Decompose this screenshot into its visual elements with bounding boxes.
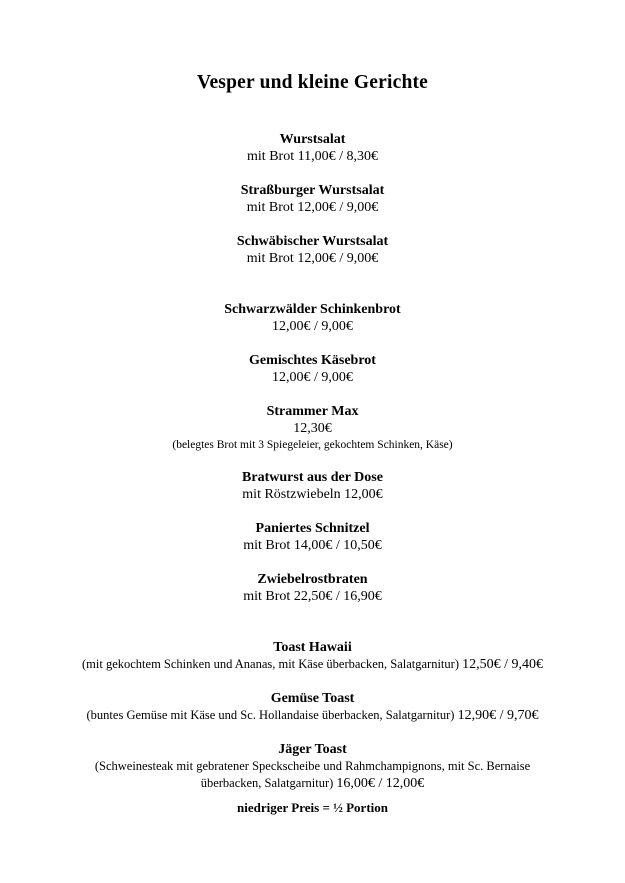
item-name: Gemüse Toast <box>270 691 355 706</box>
item-name: Jäger Toast <box>278 742 347 757</box>
item-description: (mit gekochtem Schinken und Ananas, mit Käse überbacken, Salatgarnitur) <box>82 657 459 671</box>
item-name: Bratwurst aus der Dose <box>242 470 383 485</box>
menu-item <box>0 182 625 216</box>
item-name: Paniertes Schnitzel <box>255 521 370 536</box>
menu-item <box>0 469 625 503</box>
menu-item <box>0 741 625 792</box>
item-description: überbacken, Salatgarnitur) <box>200 776 334 790</box>
item-price: 16,00€ / 12,00€ <box>336 776 425 791</box>
item-price-line: 12,00€ / 9,00€ <box>272 319 353 334</box>
item-description: (Schweinesteak mit gebratener Speckscheibe und Rahmchampignons, mit Sc. Bernaise <box>94 759 531 773</box>
item-description: (belegtes Brot mit 3 Spiegeleier, gekochtem Schinken, Käse) <box>172 439 453 451</box>
item-price-line: 12,30€ <box>293 421 332 436</box>
item-name: Wurstsalat <box>279 132 346 147</box>
menu-item <box>0 352 625 386</box>
menu-item <box>0 520 625 554</box>
item-description-line <box>0 775 625 792</box>
item-description-line <box>0 707 625 724</box>
menu-item <box>0 131 625 165</box>
item-price: 12,90€ / 9,70€ <box>457 708 539 723</box>
item-name: Schwarzwälder Schinkenbrot <box>224 302 401 317</box>
item-price-line: mit Brot 22,50€ / 16,90€ <box>243 589 382 604</box>
item-name: Strammer Max <box>266 404 359 419</box>
menu-item <box>0 301 625 335</box>
menu-item <box>0 690 625 724</box>
item-description-line <box>0 656 625 673</box>
item-name: Zwiebelrostbraten <box>257 572 368 587</box>
item-price-line: 12,00€ / 9,00€ <box>272 370 353 385</box>
menu-item <box>0 571 625 605</box>
menu-item <box>0 639 625 673</box>
item-description: (buntes Gemüse mit Käse und Sc. Hollandaise überbacken, Salatgarnitur) <box>86 708 455 722</box>
item-price: 12,50€ / 9,40€ <box>462 657 543 672</box>
item-name: Gemischtes Käsebrot <box>249 353 376 368</box>
item-name: Toast Hawaii <box>273 640 352 655</box>
item-price-line: mit Brot 12,00€ / 9,00€ <box>246 251 379 266</box>
item-name: Straßburger Wurstsalat <box>240 183 385 198</box>
item-name: Schwäbischer Wurstsalat <box>236 234 389 249</box>
item-price-line: mit Röstzwiebeln 12,00€ <box>242 487 383 502</box>
item-price-line: mit Brot 14,00€ / 10,50€ <box>243 538 382 553</box>
item-price-line: mit Brot 11,00€ / 8,30€ <box>247 149 378 164</box>
portion-note: niedriger Preis = ½ Portion <box>237 800 388 815</box>
menu-item <box>0 233 625 267</box>
menu-title: Vesper und kleine Gerichte <box>196 72 429 93</box>
item-price-line: mit Brot 12,00€ / 9,00€ <box>246 200 379 215</box>
menu-item <box>0 403 625 454</box>
